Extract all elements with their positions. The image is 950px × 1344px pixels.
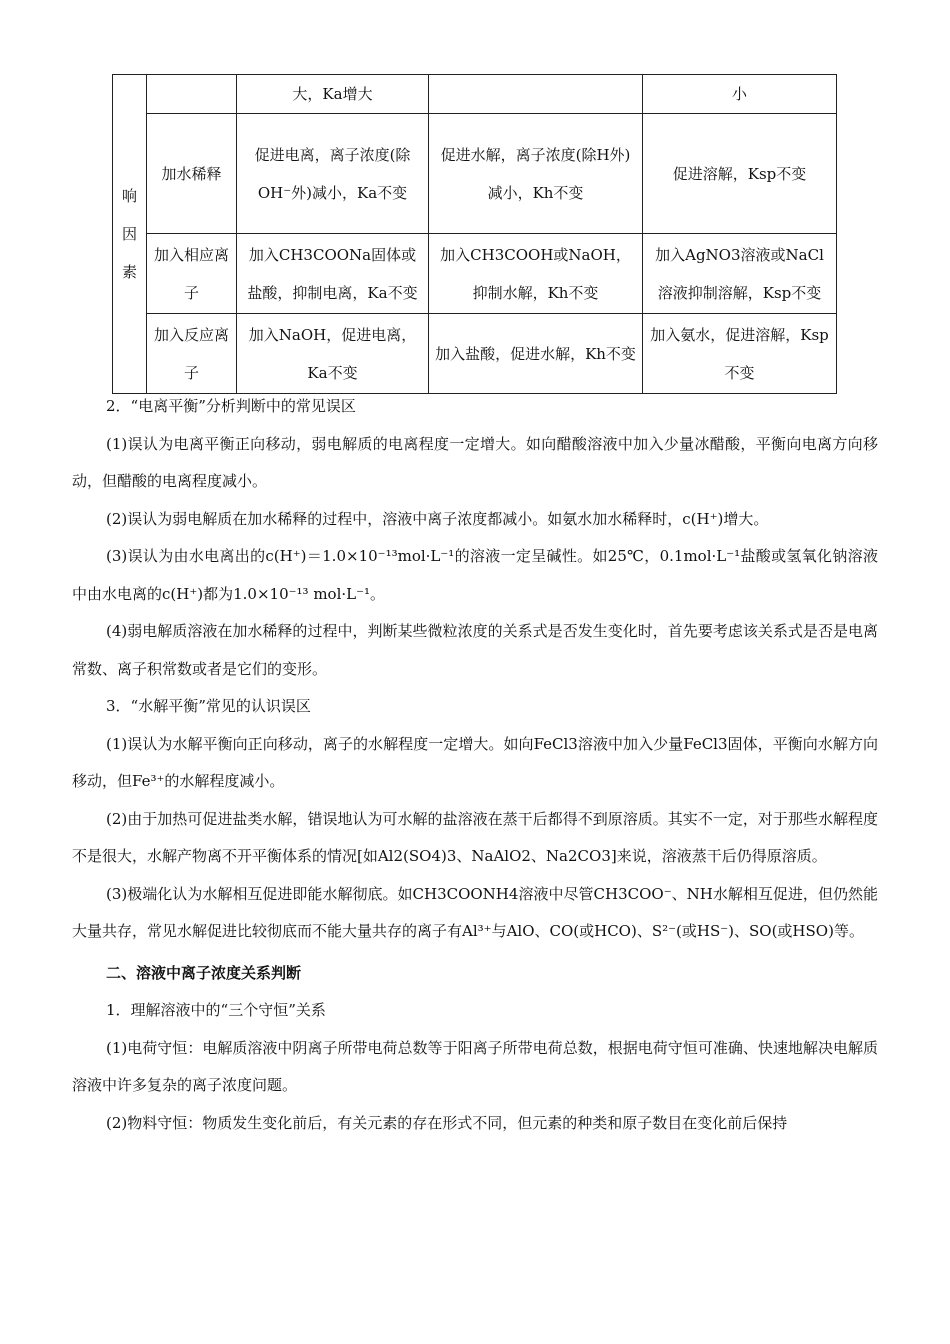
body-text xyxy=(72,388,878,1142)
paragraph: (3)误认为由水电离出的c(H⁺)＝1.0×10⁻¹³mol·L⁻¹的溶液一定呈碱性。如25℃，0.1mol·L⁻¹盐酸或氢氧化钠溶液中由水电离的c(H⁺)都为1.0×10⁻¹³ mol·L⁻¹。 xyxy=(72,547,878,603)
table-row xyxy=(113,314,837,394)
paragraph: (2)误认为弱电解质在加水稀释的过程中，溶液中离子浓度都减小。如氨水加水稀释时，c(H⁺)增大。 xyxy=(106,509,769,528)
table-row xyxy=(113,114,837,234)
side-label-cell xyxy=(113,75,147,394)
table-cell: 小 xyxy=(643,75,837,114)
table-cell xyxy=(429,75,643,114)
table-row xyxy=(113,234,837,314)
table-cell: 促进电离，离子浓度(除OH⁻外)减小，Ka不变 xyxy=(237,114,429,234)
table-cell: 大，Ka增大 xyxy=(237,75,429,114)
table-cell xyxy=(147,75,237,114)
table-cell: 加入CH3COONa固体或盐酸，抑制电离，Ka不变 xyxy=(237,234,429,314)
table-cell: 加入AgNO3溶液或NaCl溶液抑制溶解，Ksp不变 xyxy=(643,234,837,314)
factor-cell: 加水稀释 xyxy=(147,114,237,234)
part-heading: 二、溶液中离子浓度关系判断 xyxy=(106,963,302,982)
paragraph: (1)误认为水解平衡向正向移动，离子的水解程度一定增大。如向FeCl3溶液中加入少量FeCl3固体，平衡向水解方向移动，但Fe³⁺的水解程度减小。 xyxy=(72,734,878,790)
table-cell: 加入盐酸，促进水解，Kh不变 xyxy=(429,314,643,394)
paragraph: (4)弱电解质溶液在加水稀释的过程中，判断某些微粒浓度的关系式是否发生变化时，首先要考虑该关系式是否是电离常数、离子积常数或者是它们的变形。 xyxy=(72,622,878,678)
section-title: 1．理解溶液中的“三个守恒”关系 xyxy=(106,1001,326,1019)
side-label-char: 素 xyxy=(121,263,137,281)
factor-cell: 加入反应离子 xyxy=(147,314,237,394)
paragraph: (3)极端化认为水解相互促进即能水解彻底。如CH3COONH4溶液中尽管CH3COO⁻、NH水解相互促进，但仍然能大量共存，常见水解促进比较彻底而不能大量共存的离子有Al³⁺与AlO、CO(或HCO)、S²⁻(或HS⁻)、SO(或HSO)等。 xyxy=(72,884,878,940)
section-title: 2．“电离平衡”分析判断中的常见误区 xyxy=(106,397,356,415)
table-cell: 加入氨水，促进溶解，Ksp不变 xyxy=(643,314,837,394)
section-title: 3．“水解平衡”常见的认识误区 xyxy=(106,697,311,715)
table-cell: 加入CH3COOH或NaOH，抑制水解，Kh不变 xyxy=(429,234,643,314)
equilibrium-comparison-table xyxy=(112,74,837,394)
paragraph: (1)误认为电离平衡正向移动，弱电解质的电离程度一定增大。如向醋酸溶液中加入少量冰醋酸，平衡向电离方向移动，但醋酸的电离程度减小。 xyxy=(72,434,878,490)
table-cell: 加入NaOH，促进电离，Ka不变 xyxy=(237,314,429,394)
paragraph: (2)由于加热可促进盐类水解，错误地认为可水解的盐溶液在蒸干后都得不到原溶质。其实不一定，对于那些水解程度不是很大，水解产物离不开平衡体系的情况[如Al2(SO4)3、NaAlO2、Na2CO3]来说，溶液蒸干后仍得原溶质。 xyxy=(72,809,878,865)
table-cell: 促进溶解，Ksp不变 xyxy=(643,114,837,234)
side-label-char: 因 xyxy=(121,225,137,243)
paragraph: (2)物料守恒：物质发生变化前后，有关元素的存在形式不同，但元素的种类和原子数目在变化前后保持 xyxy=(106,1113,788,1132)
side-label-char: 响 xyxy=(121,187,137,205)
factor-cell: 加入相应离子 xyxy=(147,234,237,314)
table-row xyxy=(113,75,837,114)
paragraph: (1)电荷守恒：电解质溶液中阴离子所带电荷总数等于阳离子所带电荷总数，根据电荷守恒可准确、快速地解决电解质溶液中许多复杂的离子浓度问题。 xyxy=(72,1038,878,1094)
table-cell: 促进水解，离子浓度(除H外)减小，Kh不变 xyxy=(429,114,643,234)
